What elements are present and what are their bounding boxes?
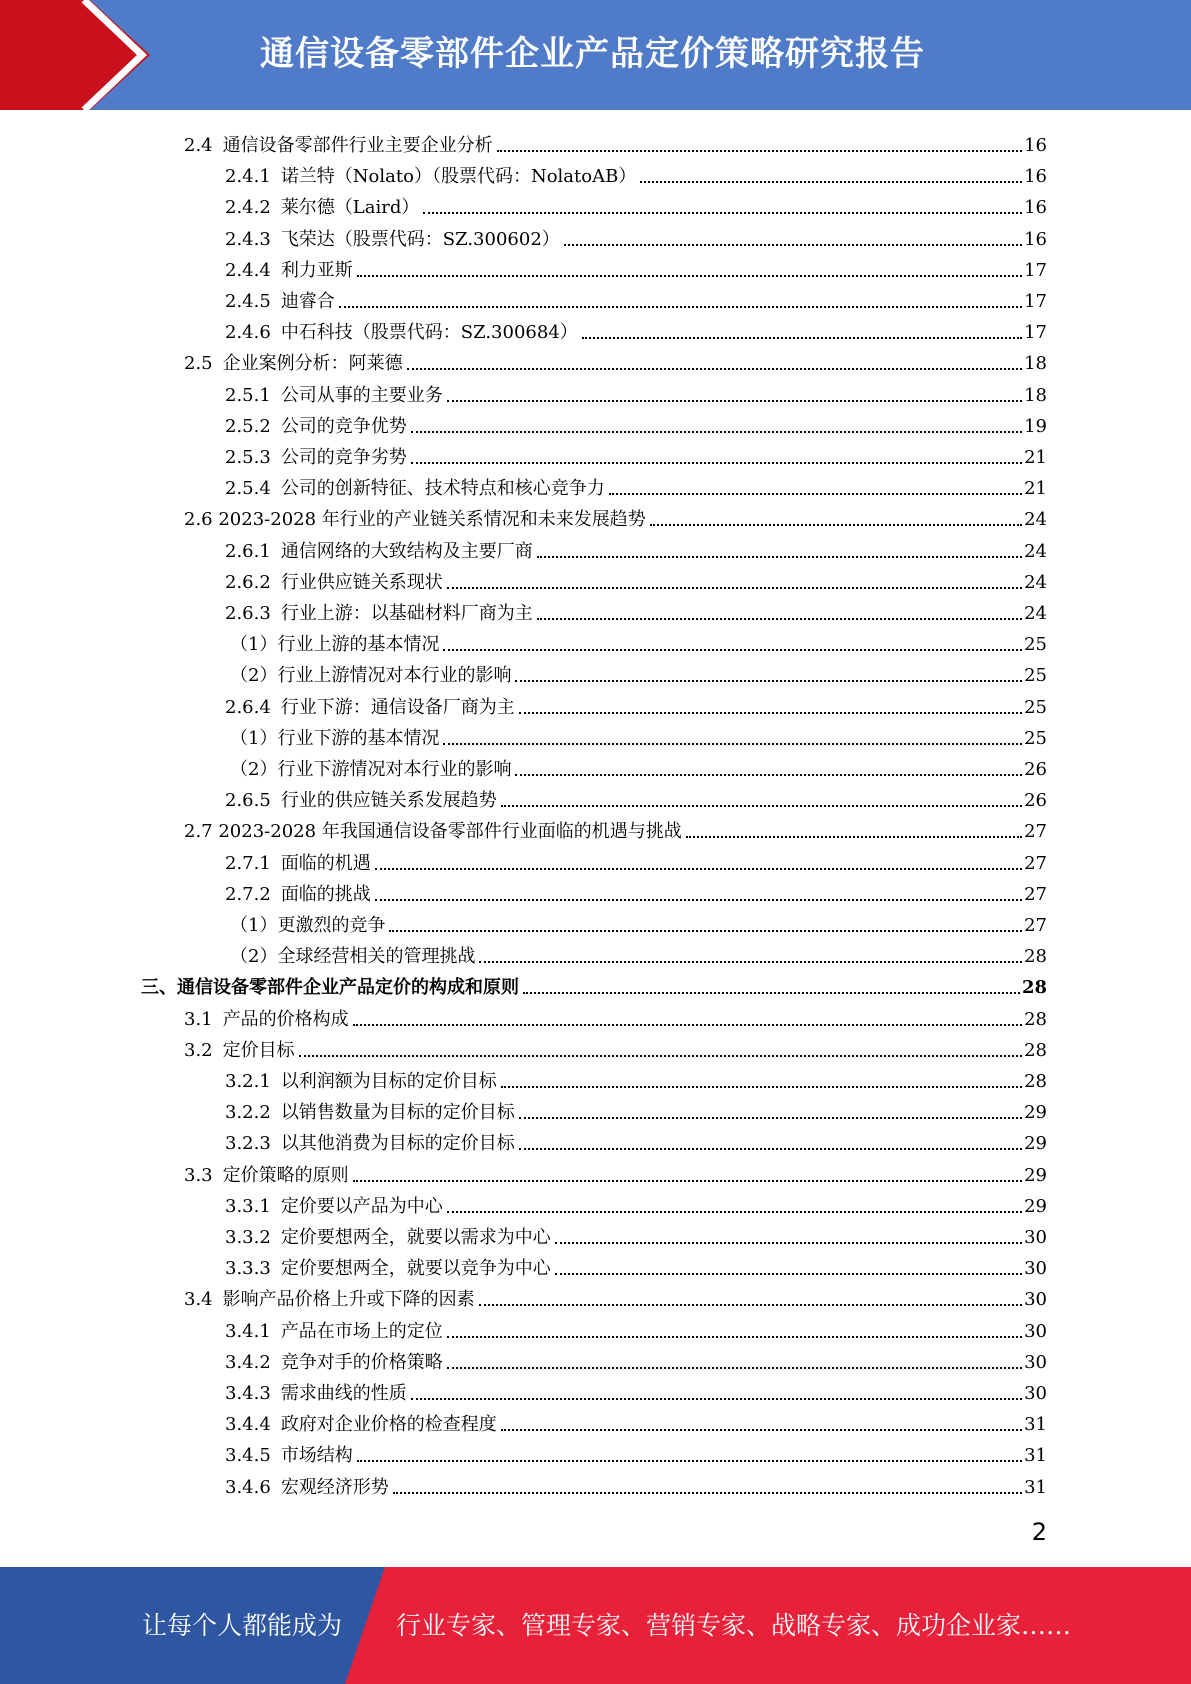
- toc-entry-page: 27: [1024, 883, 1047, 905]
- toc-entry-page: 24: [1024, 603, 1047, 624]
- toc-entry[interactable]: [225, 470, 1047, 501]
- toc-dot-leader: [537, 618, 1022, 620]
- toc-entry-label: 以销售数量为目标的定价目标: [280, 1102, 515, 1124]
- toc-entry-label: 政府对企业价格的检查程度: [280, 1414, 497, 1436]
- toc-dot-leader: [447, 400, 1022, 402]
- toc-entry-page: 21: [1024, 447, 1047, 468]
- toc-entry-page: 24: [1024, 509, 1047, 531]
- toc-entry-label: 企业案例分析：阿莱德: [222, 353, 403, 375]
- toc-entry-page: 30: [1024, 1258, 1047, 1280]
- toc-dot-leader: [523, 992, 1020, 994]
- toc-dot-leader: [501, 1429, 1022, 1431]
- toc-entry-number: 2.5.1: [225, 384, 271, 406]
- toc-entry-label: 莱尔德（Laird）: [280, 197, 420, 219]
- toc-entry-page: 16: [1024, 135, 1047, 156]
- toc-entry-label: 飞荣达（股票代码：SZ.300602）: [280, 228, 560, 250]
- toc-dot-leader: [423, 212, 1022, 214]
- toc-entry-label: 公司的创新特征、技术特点和核心竞争力: [280, 478, 605, 500]
- toc-entry-label: 三、通信设备零部件企业产品定价的构成和原则: [141, 977, 519, 999]
- toc-entry-label: 利力亚斯: [280, 259, 353, 281]
- toc-dot-leader: [353, 1180, 1022, 1182]
- toc-entry-label: 公司的竞争劣势: [280, 447, 407, 468]
- toc-entry[interactable]: [225, 283, 1047, 314]
- toc-entry-number: 3.2: [184, 1039, 213, 1061]
- toc-entry-label: 以利润额为目标的定价目标: [280, 1071, 497, 1092]
- toc-entry[interactable]: [230, 751, 1047, 782]
- toc-entry-page: 31: [1024, 1445, 1047, 1467]
- toc-dot-leader: [447, 1367, 1022, 1369]
- toc-entry[interactable]: [230, 657, 1047, 688]
- toc-entry-label: 迪睿合: [280, 291, 335, 312]
- toc-entry[interactable]: [225, 189, 1047, 220]
- toc-entry-page: 29: [1024, 1164, 1047, 1186]
- toc-entry-label: （2）行业上游情况对本行业的影响: [230, 665, 512, 687]
- toc-entry-label: 竞争对手的价格策略: [280, 1351, 443, 1373]
- toc-dot-leader: [515, 680, 1022, 682]
- toc-dot-leader: [537, 556, 1022, 558]
- toc-entry-number: 2.4.2: [225, 197, 271, 219]
- toc-dot-leader: [686, 836, 1022, 838]
- toc-entry-page: 28: [1021, 977, 1047, 999]
- toc-entry[interactable]: [225, 221, 1047, 252]
- toc-entry-number: 2.4.1: [225, 166, 271, 188]
- toc-entry[interactable]: [225, 1344, 1047, 1375]
- toc-entry[interactable]: [225, 595, 1047, 626]
- toc-entry-label: 面临的机遇: [280, 852, 371, 874]
- toc-entry-page: 28: [1024, 1071, 1047, 1092]
- toc-entry[interactable]: [230, 907, 1047, 938]
- toc-entry-number: 3.2.2: [225, 1102, 271, 1124]
- toc-entry-page: 25: [1024, 634, 1047, 656]
- toc-entry-label: 定价要想两全，就要以竞争为中心: [280, 1258, 551, 1280]
- toc-entry-label: 定价策略的原则: [222, 1164, 349, 1186]
- toc-entry[interactable]: [230, 938, 1047, 969]
- toc-entry-number: 3.4: [184, 1289, 213, 1311]
- toc-entry[interactable]: [230, 720, 1047, 751]
- toc-dot-leader: [519, 1117, 1022, 1119]
- toc-entry[interactable]: [225, 1219, 1047, 1250]
- toc-entry-label: （2）行业下游情况对本行业的影响: [230, 759, 512, 780]
- toc-entry-page: 25: [1024, 665, 1047, 687]
- toc-dot-leader: [411, 431, 1022, 433]
- toc-dot-leader: [479, 961, 1022, 963]
- toc-entry-label: （1）更激烈的竞争: [230, 915, 386, 936]
- toc-entry[interactable]: [225, 1437, 1047, 1468]
- toc-entry-label: 定价目标: [222, 1039, 295, 1061]
- toc-entry-number: 2.6.2: [225, 571, 271, 593]
- toc-entry-label: 以其他消费为目标的定价目标: [280, 1133, 515, 1155]
- toc-entry-page: 31: [1024, 1414, 1047, 1436]
- toc-entry[interactable]: [184, 127, 1047, 158]
- toc-entry-label: 公司从事的主要业务: [280, 384, 443, 406]
- toc-entry[interactable]: [225, 1313, 1047, 1344]
- toc-dot-leader: [411, 462, 1022, 464]
- toc-dot-leader: [407, 368, 1022, 370]
- toc-entry-page: 27: [1024, 915, 1047, 936]
- toc-entry-label: （1）行业上游的基本情况: [230, 634, 440, 656]
- toc-entry-label: 通信设备零部件行业主要企业分析: [222, 135, 493, 156]
- toc-entry-label: 宏观经济形势: [280, 1476, 389, 1498]
- toc-entry[interactable]: [184, 1032, 1047, 1063]
- toc-entry-number: 2.6.5: [225, 790, 271, 812]
- toc-entry-page: 25: [1024, 696, 1047, 718]
- toc-entry-page: 26: [1024, 790, 1047, 812]
- toc-entry-page: 29: [1024, 1133, 1047, 1155]
- toc-entry[interactable]: [141, 969, 1047, 1000]
- toc-entry-page: 17: [1024, 259, 1047, 281]
- toc-entry-number: 2.5.3: [225, 447, 271, 468]
- toc-entry-page: 24: [1024, 540, 1047, 562]
- toc-dot-leader: [447, 1336, 1022, 1338]
- toc-entry-label: 定价要以产品为中心: [280, 1195, 443, 1217]
- toc-dot-leader: [447, 1211, 1022, 1213]
- toc-entry-number: 3.4.2: [225, 1351, 271, 1373]
- toc-entry-label: （2）全球经营相关的管理挑战: [230, 946, 476, 968]
- toc-entry-number: 3.3.2: [225, 1227, 271, 1248]
- toc-entry-page: 27: [1024, 821, 1047, 843]
- toc-entry[interactable]: [225, 1125, 1047, 1156]
- toc-entry-number: 2.4.6: [225, 322, 271, 344]
- toc-entry-label: 中石科技（股票代码：SZ.300684）: [280, 322, 578, 344]
- toc-dot-leader: [501, 805, 1022, 807]
- toc-entry-label: 2.6 2023-2028 年行业的产业链关系情况和未来发展趋势: [184, 509, 646, 531]
- toc-entry[interactable]: [184, 501, 1047, 532]
- page-number: 2: [1031, 1518, 1047, 1546]
- toc-entry-number: 3.2.1: [225, 1071, 271, 1092]
- toc-entry[interactable]: [225, 252, 1047, 283]
- toc-entry[interactable]: [225, 377, 1047, 408]
- toc-entry-number: 3.1: [184, 1008, 213, 1030]
- toc-entry[interactable]: [184, 1157, 1047, 1188]
- toc-entry-number: 2.4.5: [225, 291, 271, 312]
- toc-entry-label: 行业下游：通信设备厂商为主: [280, 696, 515, 718]
- toc-dot-leader: [447, 587, 1022, 589]
- toc-dot-leader: [443, 649, 1022, 651]
- toc-entry[interactable]: [225, 1094, 1047, 1125]
- toc-entry[interactable]: [225, 689, 1047, 720]
- toc-entry-label: （1）行业下游的基本情况: [230, 727, 440, 749]
- toc-entry[interactable]: [184, 1281, 1047, 1312]
- toc-entry-page: 18: [1024, 353, 1047, 375]
- toc-dot-leader: [650, 524, 1022, 526]
- toc-entry[interactable]: [225, 876, 1047, 907]
- toc-entry[interactable]: [225, 439, 1047, 470]
- toc-dot-leader: [640, 181, 1022, 183]
- toc-entry-number: 2.6.1: [225, 540, 271, 562]
- toc-entry-page: 29: [1024, 1102, 1047, 1124]
- toc-dot-leader: [515, 774, 1022, 776]
- toc-entry[interactable]: [225, 408, 1047, 439]
- toc-entry[interactable]: [184, 1001, 1047, 1032]
- toc-entry-label: 公司的竞争优势: [280, 415, 407, 437]
- toc-dot-leader: [393, 1492, 1022, 1494]
- toc-entry-page: 31: [1024, 1476, 1047, 1498]
- toc-entry-label: 影响产品价格上升或下降的因素: [222, 1289, 475, 1311]
- toc-dot-leader: [375, 868, 1022, 870]
- toc-entry-label: 2.7 2023-2028 年我国通信设备零部件行业面临的机遇与挑战: [184, 821, 682, 843]
- toc-dot-leader: [339, 306, 1022, 308]
- toc-entry[interactable]: [225, 1406, 1047, 1437]
- toc-entry-page: 17: [1024, 291, 1047, 312]
- footer-slogan-right: 行业专家、管理专家、营销专家、战略专家、成功企业家……: [396, 1611, 1072, 1640]
- toc-entry-page: 24: [1024, 571, 1047, 593]
- toc-dot-leader: [609, 493, 1022, 495]
- toc-entry-page: 26: [1024, 759, 1047, 780]
- toc-entry[interactable]: [230, 626, 1047, 657]
- toc-entry-number: 2.7.1: [225, 852, 271, 874]
- toc-dot-leader: [582, 337, 1022, 339]
- toc-entry-label: 面临的挑战: [280, 883, 371, 905]
- toc-entry-page: 28: [1024, 1039, 1047, 1061]
- toc-entry[interactable]: [225, 1469, 1047, 1500]
- toc-dot-leader: [555, 1273, 1022, 1275]
- toc-entry-number: 3.2.3: [225, 1133, 271, 1155]
- toc-entry-page: 18: [1024, 384, 1047, 406]
- toc-dot-leader: [497, 150, 1022, 152]
- toc-entry-page: 30: [1024, 1320, 1047, 1342]
- toc-entry-page: 25: [1024, 727, 1047, 749]
- toc-entry[interactable]: [225, 158, 1047, 189]
- toc-dot-leader: [389, 930, 1022, 932]
- toc-entry-label: 行业供应链关系现状: [280, 571, 443, 593]
- toc-entry-number: 2.4.3: [225, 228, 271, 250]
- toc-entry-number: 2.5.2: [225, 415, 271, 437]
- toc-dot-leader: [411, 1398, 1022, 1400]
- toc-entry[interactable]: [225, 1375, 1047, 1406]
- toc-entry[interactable]: [225, 1250, 1047, 1281]
- toc-entry-label: 诺兰特（Nolato）（股票代码：NolatoAB）: [280, 166, 637, 188]
- toc-entry-page: 16: [1024, 166, 1047, 188]
- toc-entry-number: 3.4.1: [225, 1320, 271, 1342]
- toc-entry-page: 28: [1024, 1008, 1047, 1030]
- toc-entry-page: 16: [1024, 197, 1047, 219]
- toc-entry-page: 21: [1024, 478, 1047, 500]
- toc-dot-leader: [357, 1460, 1022, 1462]
- toc-entry-label: 需求曲线的性质: [280, 1383, 407, 1404]
- toc-entry[interactable]: [184, 813, 1047, 844]
- toc-entry-number: 2.5.4: [225, 478, 271, 500]
- toc-entry-number: 2.4: [184, 135, 213, 156]
- document-title: 通信设备零部件企业产品定价策略研究报告: [260, 34, 925, 74]
- toc-dot-leader: [555, 1242, 1022, 1244]
- toc-entry[interactable]: [225, 782, 1047, 813]
- toc-entry-page: 30: [1024, 1289, 1047, 1311]
- toc-entry-page: 30: [1024, 1351, 1047, 1373]
- toc-entry-number: 2.4.4: [225, 259, 271, 281]
- toc-entry-number: 3.4.5: [225, 1445, 271, 1467]
- toc-entry-page: 16: [1024, 228, 1047, 250]
- toc-entry[interactable]: [225, 1063, 1047, 1094]
- toc-entry-page: 30: [1024, 1383, 1047, 1404]
- toc-dot-leader: [501, 1086, 1022, 1088]
- header-arrow-decoration: [0, 0, 150, 110]
- toc-entry-label: 行业上游：以基础材料厂商为主: [280, 603, 533, 624]
- toc-dot-leader: [357, 275, 1022, 277]
- page-header: [0, 0, 1191, 110]
- toc-dot-leader: [443, 743, 1022, 745]
- toc-entry-number: 3.4.4: [225, 1414, 271, 1436]
- toc-entry-page: 27: [1024, 852, 1047, 874]
- toc-entry-number: 3.3.1: [225, 1195, 271, 1217]
- toc-entry-number: 2.6.3: [225, 603, 271, 624]
- toc-entry-number: 3.4.6: [225, 1476, 271, 1498]
- page-footer: [0, 1567, 1191, 1684]
- toc-entry-label: 市场结构: [280, 1445, 353, 1467]
- toc-entry-label: 产品在市场上的定位: [280, 1320, 443, 1342]
- toc-entry-page: 29: [1024, 1195, 1047, 1217]
- toc-entry-page: 17: [1024, 322, 1047, 344]
- toc-dot-leader: [375, 899, 1022, 901]
- toc-entry[interactable]: [225, 1188, 1047, 1219]
- toc-entry-label: 通信网络的大致结构及主要厂商: [280, 540, 533, 562]
- toc-entry[interactable]: [184, 345, 1047, 376]
- toc-entry-page: 28: [1024, 946, 1047, 968]
- toc-entry-number: 3.4.3: [225, 1383, 271, 1404]
- toc-entry-number: 2.7.2: [225, 883, 271, 905]
- toc-entry-page: 19: [1024, 415, 1047, 437]
- toc-dot-leader: [353, 1024, 1022, 1026]
- toc-entry[interactable]: [225, 564, 1047, 595]
- toc-entry-label: 定价要想两全，就要以需求为中心: [280, 1227, 551, 1248]
- toc-dot-leader: [564, 244, 1022, 246]
- toc-entry-number: 2.6.4: [225, 696, 271, 718]
- footer-slogan-left: 让每个人都能成为: [142, 1611, 343, 1640]
- toc-entry-label: 产品的价格构成: [222, 1008, 349, 1030]
- toc-entry[interactable]: [225, 533, 1047, 564]
- toc-dot-leader: [299, 1055, 1022, 1057]
- toc-entry[interactable]: [225, 845, 1047, 876]
- toc-entry[interactable]: [225, 314, 1047, 345]
- toc-dot-leader: [479, 1304, 1022, 1306]
- toc-entry-number: 3.3: [184, 1164, 213, 1186]
- toc-entry-number: 3.3.3: [225, 1258, 271, 1280]
- toc-dot-leader: [519, 1148, 1022, 1150]
- toc-entry-number: 2.5: [184, 353, 213, 375]
- toc-dot-leader: [519, 712, 1022, 714]
- toc-entry-label: 行业的供应链关系发展趋势: [280, 790, 497, 812]
- toc-entry-page: 30: [1024, 1227, 1047, 1248]
